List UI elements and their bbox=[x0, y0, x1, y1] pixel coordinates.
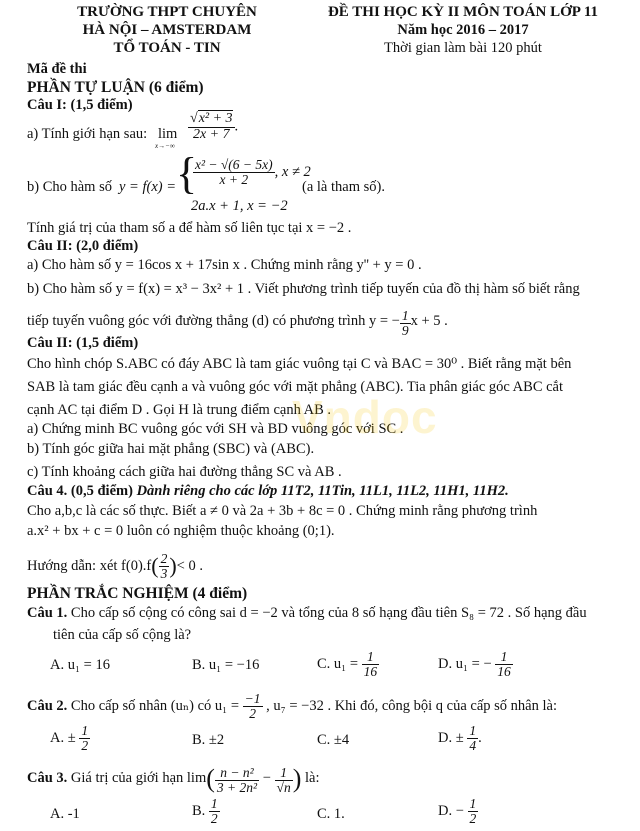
q2b-line2 bbox=[27, 309, 448, 338]
option-label: D. − bbox=[438, 803, 464, 819]
c3-text: Giá trị của giới hạn lim bbox=[70, 770, 207, 786]
sqrt-radicand: x² + 3 bbox=[198, 111, 233, 126]
denominator: 4 bbox=[469, 738, 477, 754]
part1-title: PHẦN TỰ LUẬN (6 điểm) bbox=[27, 79, 204, 96]
denominator: 2 bbox=[210, 811, 218, 827]
q3-line3: cạnh AC tại điểm D . Gọi H là trung điểm cạnh AB . bbox=[27, 402, 332, 418]
denominator: 2 bbox=[81, 738, 89, 754]
option-label: C. u₁ = bbox=[317, 656, 359, 672]
c2-label: Câu 2. bbox=[27, 698, 68, 715]
period: . bbox=[478, 730, 482, 746]
c3-fraction-1 bbox=[215, 766, 259, 795]
c1-line1-text: Cho cấp số cộng có công sai d = −2 và tổng của 8 số hạng đầu tiên S₈ = 72 . Số hạng đầu bbox=[70, 605, 587, 621]
q1a-text: a) Tính giới hạn sau: bbox=[27, 126, 148, 142]
q2a-text: a) Cho hàm số y = 16cos x + 17sin x . Chứng minh rằng y'' + y = 0 . bbox=[27, 257, 422, 273]
q2-title: Câu II: (2,0 điểm) bbox=[27, 238, 139, 254]
numerator: x² − √(6 − 5x) bbox=[195, 157, 273, 172]
option-fraction bbox=[495, 650, 513, 679]
numerator: 1 bbox=[280, 764, 287, 780]
q1b-func: y = f(x) = bbox=[119, 179, 177, 195]
option-label: B. bbox=[192, 803, 206, 819]
q4-hint-fraction bbox=[159, 552, 170, 581]
denominator: 3 + 2n² bbox=[216, 780, 258, 795]
piecewise-brace: { bbox=[176, 149, 198, 198]
c1-label: Câu 1. bbox=[27, 605, 68, 621]
q4-line1: Cho a,b,c là các số thực. Biết a ≠ 0 và 2a + 3b + 8c = 0 . Chứng minh rằng phương trình bbox=[27, 503, 538, 519]
numerator: 1 bbox=[469, 796, 477, 811]
exam-title: ĐỀ THI HỌC KỲ II MÔN TOÁN LỚP 11 bbox=[327, 4, 599, 20]
denominator: 2 bbox=[469, 811, 477, 827]
c3-option-b[interactable] bbox=[192, 797, 220, 826]
numerator: 1 bbox=[401, 308, 409, 323]
c1-option-c[interactable] bbox=[317, 650, 379, 679]
numerator: 1 bbox=[367, 649, 374, 664]
c1-option-b[interactable]: B. u₁ = −16 bbox=[192, 657, 260, 673]
case1-fraction bbox=[193, 158, 275, 187]
c1-line2: tiên của cấp số cộng là? bbox=[53, 627, 192, 643]
q3-line1: Cho hình chóp S.ABC có đáy ABC là tam giác vuông tại C và BAC = 30⁰ . Biết rằng mặt bên bbox=[27, 356, 572, 372]
denominator: 9 bbox=[401, 323, 409, 339]
q4-title-rest: Dành riêng cho các lớp 11T2, 11Tin, 11L1, 11L2, 11H1, 11H2. bbox=[136, 483, 509, 499]
q3c-text: c) Tính khoảng cách giữa hai đường thẳng SC và AB . bbox=[27, 464, 342, 480]
denominator: 2x + 7 bbox=[188, 127, 235, 143]
q1b-prefix: b) Cho hàm số bbox=[27, 179, 112, 195]
c3-suffix: là: bbox=[305, 770, 320, 786]
c3-fraction-2 bbox=[275, 766, 293, 795]
q1b-param: (a là tham số). bbox=[302, 179, 385, 195]
c3-option-c[interactable]: C. 1. bbox=[317, 806, 345, 822]
option-fraction bbox=[209, 797, 220, 826]
q1b-case2: 2a.x + 1, x = −2 bbox=[191, 198, 288, 214]
numerator: 1 bbox=[81, 723, 89, 738]
c3-option-d[interactable] bbox=[438, 797, 478, 826]
q4-line2: a.x² + bx + c = 0 luôn có nghiệm thuộc khoảng (0;1). bbox=[27, 523, 335, 539]
paren-close: ) bbox=[292, 764, 302, 793]
paren-open: ( bbox=[151, 553, 159, 579]
c1-option-a[interactable]: A. u₁ = 16 bbox=[50, 657, 110, 673]
c2-text-b: , u₇ = −32 . Khi đó, công bội q của cấp số nhân là: bbox=[266, 698, 557, 715]
c2-question bbox=[27, 692, 557, 721]
numerator: 1 bbox=[469, 723, 477, 738]
denominator: 16 bbox=[497, 664, 511, 680]
department-name: TỔ TOÁN - TIN bbox=[113, 40, 221, 56]
denominator: 3 bbox=[160, 566, 168, 582]
numerator: −1 bbox=[244, 691, 261, 706]
part2-title: PHẦN TRẮC NGHIỆM (4 điểm) bbox=[27, 585, 248, 602]
option-fraction bbox=[467, 724, 478, 753]
option-label: A. ± bbox=[50, 730, 76, 746]
q3-title: Câu II: (1,5 điểm) bbox=[27, 335, 139, 351]
denominator: x + 2 bbox=[193, 172, 275, 187]
option-label: D. ± bbox=[438, 730, 464, 746]
q1-title: Câu I: (1,5 điểm) bbox=[27, 97, 133, 113]
q2b-line2-suffix: x + 5 . bbox=[410, 313, 448, 330]
numerator: 1 bbox=[210, 796, 218, 811]
c2-text-a: Cho cấp số nhân (uₙ) có u₁ = bbox=[70, 698, 240, 715]
paren-close: ) bbox=[169, 553, 177, 579]
numerator: 2 bbox=[160, 551, 168, 566]
school-year: Năm học 2016 – 2017 bbox=[397, 22, 529, 38]
c2-option-c[interactable]: C. ±4 bbox=[317, 732, 350, 748]
c3-option-a[interactable]: A. -1 bbox=[50, 806, 80, 822]
q3a-text: a) Chứng minh BC vuông góc với SH và BD vuông góc với SC . bbox=[27, 421, 404, 437]
paren-open: ( bbox=[206, 764, 215, 793]
school-name-line2: HÀ NỘI – AMSTERDAM bbox=[82, 22, 252, 38]
q3b-text: b) Tính góc giữa hai mặt phẳng (SBC) và (ABC). bbox=[27, 441, 315, 457]
option-fraction bbox=[79, 724, 90, 753]
fraction bbox=[188, 112, 235, 142]
numerator: 1 bbox=[500, 649, 508, 664]
lim-word: lim bbox=[158, 126, 178, 142]
school-name-line1: TRƯỜNG THPT CHUYÊN bbox=[77, 4, 257, 20]
option-fraction bbox=[468, 797, 479, 826]
q1a-lim-sub: x→−∞ bbox=[155, 142, 175, 150]
watermark-logo: Vndoc bbox=[292, 391, 438, 443]
q4-title-label: Câu 4. (0,5 điểm) bbox=[27, 483, 133, 499]
q1a-lim bbox=[158, 126, 177, 143]
exam-duration: Thời gian làm bài 120 phút bbox=[384, 40, 542, 56]
q1a-fraction bbox=[188, 112, 238, 142]
c2-option-a[interactable] bbox=[50, 724, 90, 753]
exam-code-label: Mã đề thi bbox=[27, 61, 87, 77]
q2b-line2-prefix: tiếp tuyến vuông góc với đường thẳng (d) có phương trình y = − bbox=[27, 313, 400, 330]
q4-hint bbox=[27, 552, 203, 581]
q1b-task: Tính giá trị của tham số a để hàm số liên tục tại x = −2 . bbox=[27, 220, 352, 236]
q4-hint-prefix: Hướng dẫn: xét f(0).f bbox=[27, 558, 152, 575]
q4-title bbox=[27, 483, 509, 500]
option-fraction bbox=[362, 650, 380, 679]
q2b-line1: b) Cho hàm số y = f(x) = x³ − 3x² + 1 . Viết phương trình tiếp tuyến của đồ thị hàm số biết rằng bbox=[27, 281, 580, 297]
c3-question: Câu 3. Giá trị của giới hạn lim( $\frac{\text{n − n²}}{\text{3 + 2n²}}$ − $\frac{1}{√n}$ ) là: bbox=[27, 764, 320, 795]
q2b-fraction bbox=[400, 309, 411, 338]
c2-fraction bbox=[243, 692, 263, 721]
c1-line1 bbox=[27, 605, 587, 622]
c1-option-d[interactable] bbox=[438, 650, 513, 679]
denominator: √n bbox=[276, 780, 291, 795]
q3-line2: SAB là tam giác đều cạnh a và vuông góc với mặt phẳng (ABC). Tia phân giác góc ABC cắt bbox=[27, 379, 564, 395]
c2-option-d[interactable] bbox=[438, 724, 482, 753]
c2-option-b[interactable]: B. ±2 bbox=[192, 732, 225, 748]
denominator: 16 bbox=[363, 664, 378, 680]
q1b-case1 bbox=[193, 158, 311, 187]
denominator: 2 bbox=[243, 706, 263, 721]
period: . bbox=[234, 118, 239, 135]
case1-condition: , x ≠ 2 bbox=[274, 164, 311, 180]
numerator: √x² + 3 bbox=[190, 111, 233, 126]
c3-label: Câu 3. bbox=[27, 770, 68, 786]
numerator: n − n² bbox=[220, 764, 254, 780]
q4-hint-suffix: < 0 . bbox=[176, 558, 203, 575]
option-label: D. u₁ = − bbox=[438, 656, 492, 672]
